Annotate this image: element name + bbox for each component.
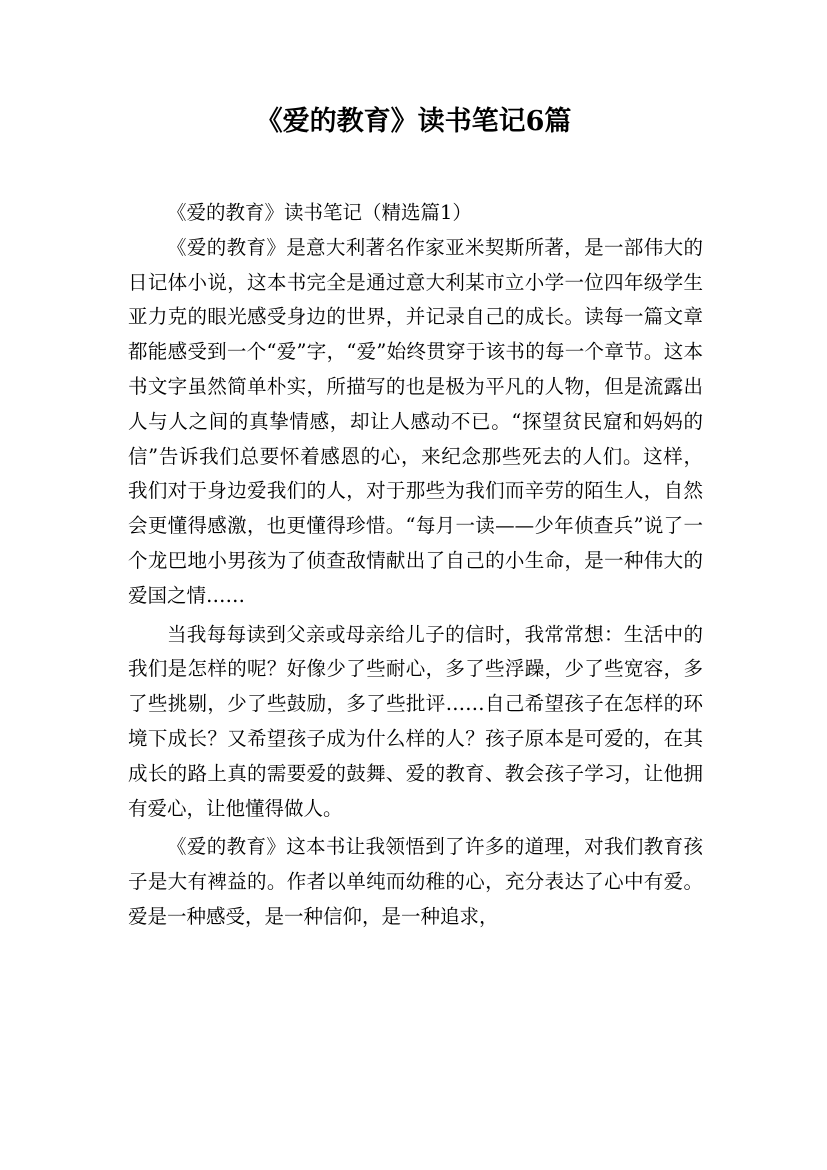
document-title: 《爱的教育》读书笔记6篇 [255,106,572,137]
document-body [128,196,703,935]
paragraph-2: 当我每每读到父亲或母亲给儿子的信时，我常常想：生活中的我们是怎样的呢？好像少了些耐心，多了些浮躁，少了些宽容，多了些挑剔，少了些鼓励，多了些批评……自己希望孩子在怎样的环境下成长？又希望孩子成为什么样的人？孩子原本是可爱的，在其成长的路上真的需要爱的鼓舞、爱的教育、教会孩子学习，让他拥有爱心，让他懂得做人。 [128,622,703,820]
paragraph-1: 《爱的教育》是意大利著名作家亚米契斯所著，是一部伟大的日记体小说，这本书完全是通过意大利某市立小学一位四年级学生亚力克的眼光感受身边的世界，并记录自己的成长。读每一篇文章都能感受到一个“爱”字，“爱”始终贯穿于该书的每一个章节。这本书文字虽然简单朴实，所描写的也是极为平凡的人物，但是流露出人与人之间的真挚情感，却让人感动不已。“探望贫民窟和妈妈的信”告诉我们总要怀着感恩的心，来纪念那些死去的人们。这样，我们对于身边爱我们的人，对于那些为我们而辛劳的陌生人，自然会更懂得感激，也更懂得珍惜。“每月一读——少年侦查兵”说了一个龙巴地小男孩为了侦查敌情献出了自己的小生命，是一种伟大的爱国之情…… [128,235,703,607]
section-heading: 《爱的教育》读书笔记（精选篇1） [167,201,472,224]
paragraph-3: 《爱的教育》这本书让我领悟到了许多的道理，对我们教育孩子是大有裨益的。作者以单纯而幼稚的心，充分表达了心中有爱。爱是一种感受，是一种信仰，是一种追求， [128,835,703,928]
